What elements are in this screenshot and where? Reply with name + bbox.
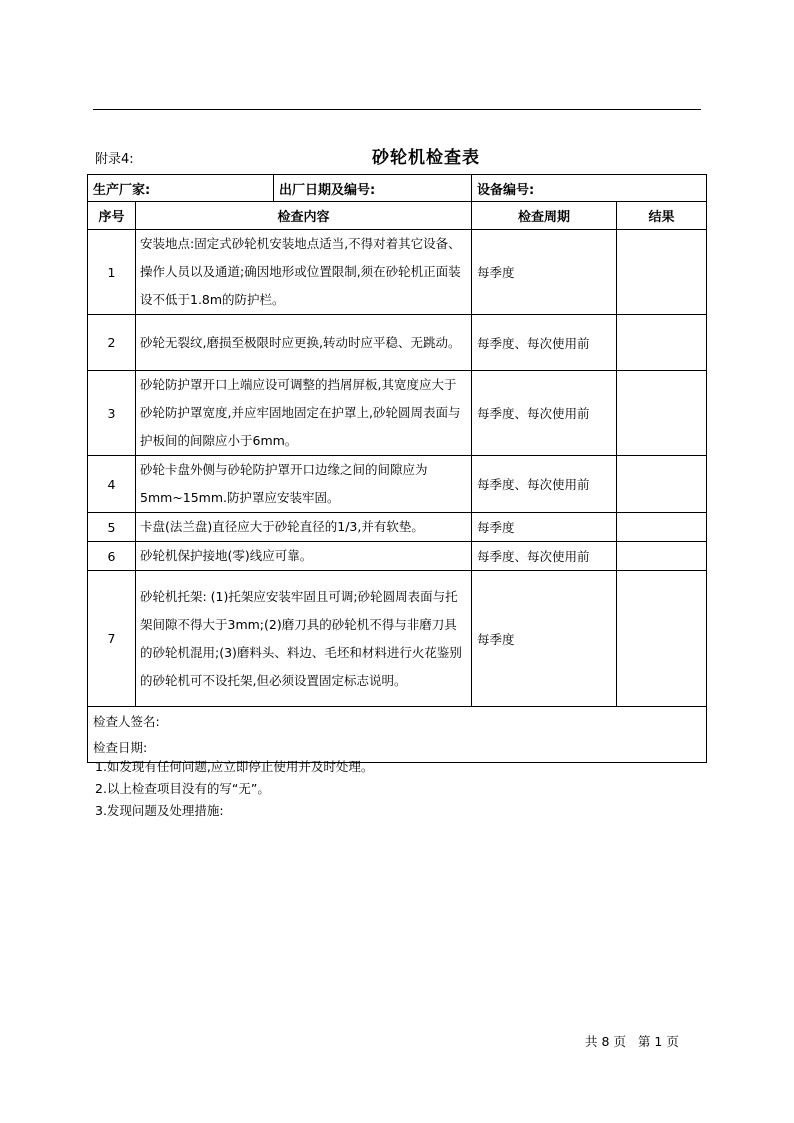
row-content: 砂轮机保护接地(零)线应可靠。 bbox=[136, 542, 472, 571]
row-content: 砂轮卡盘外侧与砂轮防护罩开口边缘之间的间隙应为5mm~15mm.防护罩应安装牢固。 bbox=[136, 456, 472, 513]
table-row bbox=[88, 456, 707, 513]
row-content: 砂轮机托架: (1)托架应安装牢固且可调;砂轮圆周表面与托架间隙不得大于3mm;(2)磨刀具的砂轮机不得与非磨刀具的砂轮机混用;(3)磨料头、料边、毛坯和材料进行火花鉴别的砂轮机可不设托架,但必须设置固定标志说明。 bbox=[136, 571, 472, 707]
page-prefix: 第 bbox=[637, 1034, 651, 1049]
table-row bbox=[88, 513, 707, 542]
inspector-signature-label: 检查人签名: bbox=[93, 713, 160, 729]
row-result bbox=[617, 230, 707, 315]
table-row bbox=[88, 230, 707, 315]
col-cycle: 检查周期 bbox=[472, 202, 617, 230]
row-result bbox=[617, 513, 707, 542]
row-cycle: 每季度、每次使用前 bbox=[472, 542, 617, 571]
table-row bbox=[88, 571, 707, 707]
appendix-label: 附录4: bbox=[95, 152, 134, 167]
col-content: 检查内容 bbox=[136, 202, 472, 230]
row-cycle: 每季度、每次使用前 bbox=[472, 315, 617, 371]
row-seq: 2 bbox=[88, 315, 136, 371]
column-header-row bbox=[88, 202, 707, 230]
row-result bbox=[617, 371, 707, 456]
page-number: 1 bbox=[654, 1034, 663, 1049]
row-result bbox=[617, 315, 707, 371]
signature-row bbox=[88, 707, 707, 763]
header-rule bbox=[93, 109, 701, 110]
row-cycle: 每季度、每次使用前 bbox=[472, 456, 617, 513]
date-serial-label: 出厂日期及编号: bbox=[274, 175, 472, 202]
row-result bbox=[617, 456, 707, 513]
note-item: 1.如发现有任何问题,应立即停止使用并及时处理。 bbox=[95, 759, 374, 774]
row-seq: 3 bbox=[88, 371, 136, 456]
row-result bbox=[617, 571, 707, 707]
col-seq: 序号 bbox=[88, 202, 136, 230]
row-content: 砂轮防护罩开口上端应设可调整的挡屑屏板,其宽度应大于砂轮防护罩宽度,并应牢固地固定在护罩上,砂轮圆周表面与护板间的间隙应小于6mm。 bbox=[136, 371, 472, 456]
row-content: 砂轮无裂纹,磨损至极限时应更换,转动时应平稳、无跳动。 bbox=[136, 315, 472, 371]
signature-cell bbox=[88, 707, 707, 763]
row-content: 卡盘(法兰盘)直径应大于砂轮直径的1/3,并有软垫。 bbox=[136, 513, 472, 542]
page-footer bbox=[585, 1032, 679, 1050]
row-content: 安装地点:固定式砂轮机安装地点适当,不得对着其它设备、操作人员以及通道;确因地形或位置限制,须在砂轮机正面装设不低于1.8m的防护栏。 bbox=[136, 230, 472, 315]
row-cycle: 每季度 bbox=[472, 571, 617, 707]
info-header-row bbox=[88, 175, 707, 202]
row-seq: 6 bbox=[88, 542, 136, 571]
row-cycle: 每季度 bbox=[472, 230, 617, 315]
table-row bbox=[88, 371, 707, 456]
row-seq: 7 bbox=[88, 571, 136, 707]
row-seq: 1 bbox=[88, 230, 136, 315]
notes bbox=[95, 756, 373, 822]
page-suffix: 页 bbox=[666, 1034, 679, 1049]
equipment-no-label: 设备编号: bbox=[472, 175, 707, 202]
page-title: 砂轮机检查表 bbox=[372, 148, 480, 168]
total-suffix: 页 bbox=[613, 1034, 626, 1049]
row-seq: 4 bbox=[88, 456, 136, 513]
inspection-table bbox=[87, 174, 707, 763]
table-row bbox=[88, 542, 707, 571]
row-cycle: 每季度、每次使用前 bbox=[472, 371, 617, 456]
row-cycle: 每季度 bbox=[472, 513, 617, 542]
note-item: 3.发现问题及处理措施: bbox=[95, 803, 224, 818]
row-seq: 5 bbox=[88, 513, 136, 542]
total-pages: 8 bbox=[601, 1034, 610, 1049]
row-result bbox=[617, 542, 707, 571]
manufacturer-label: 生产厂家: bbox=[88, 175, 274, 202]
inspection-date-label: 检查日期: bbox=[93, 739, 148, 755]
note-item: 2.以上检查项目没有的写“无”。 bbox=[95, 781, 270, 796]
total-prefix: 共 bbox=[585, 1034, 598, 1049]
table-row bbox=[88, 315, 707, 371]
col-result: 结果 bbox=[617, 202, 707, 230]
